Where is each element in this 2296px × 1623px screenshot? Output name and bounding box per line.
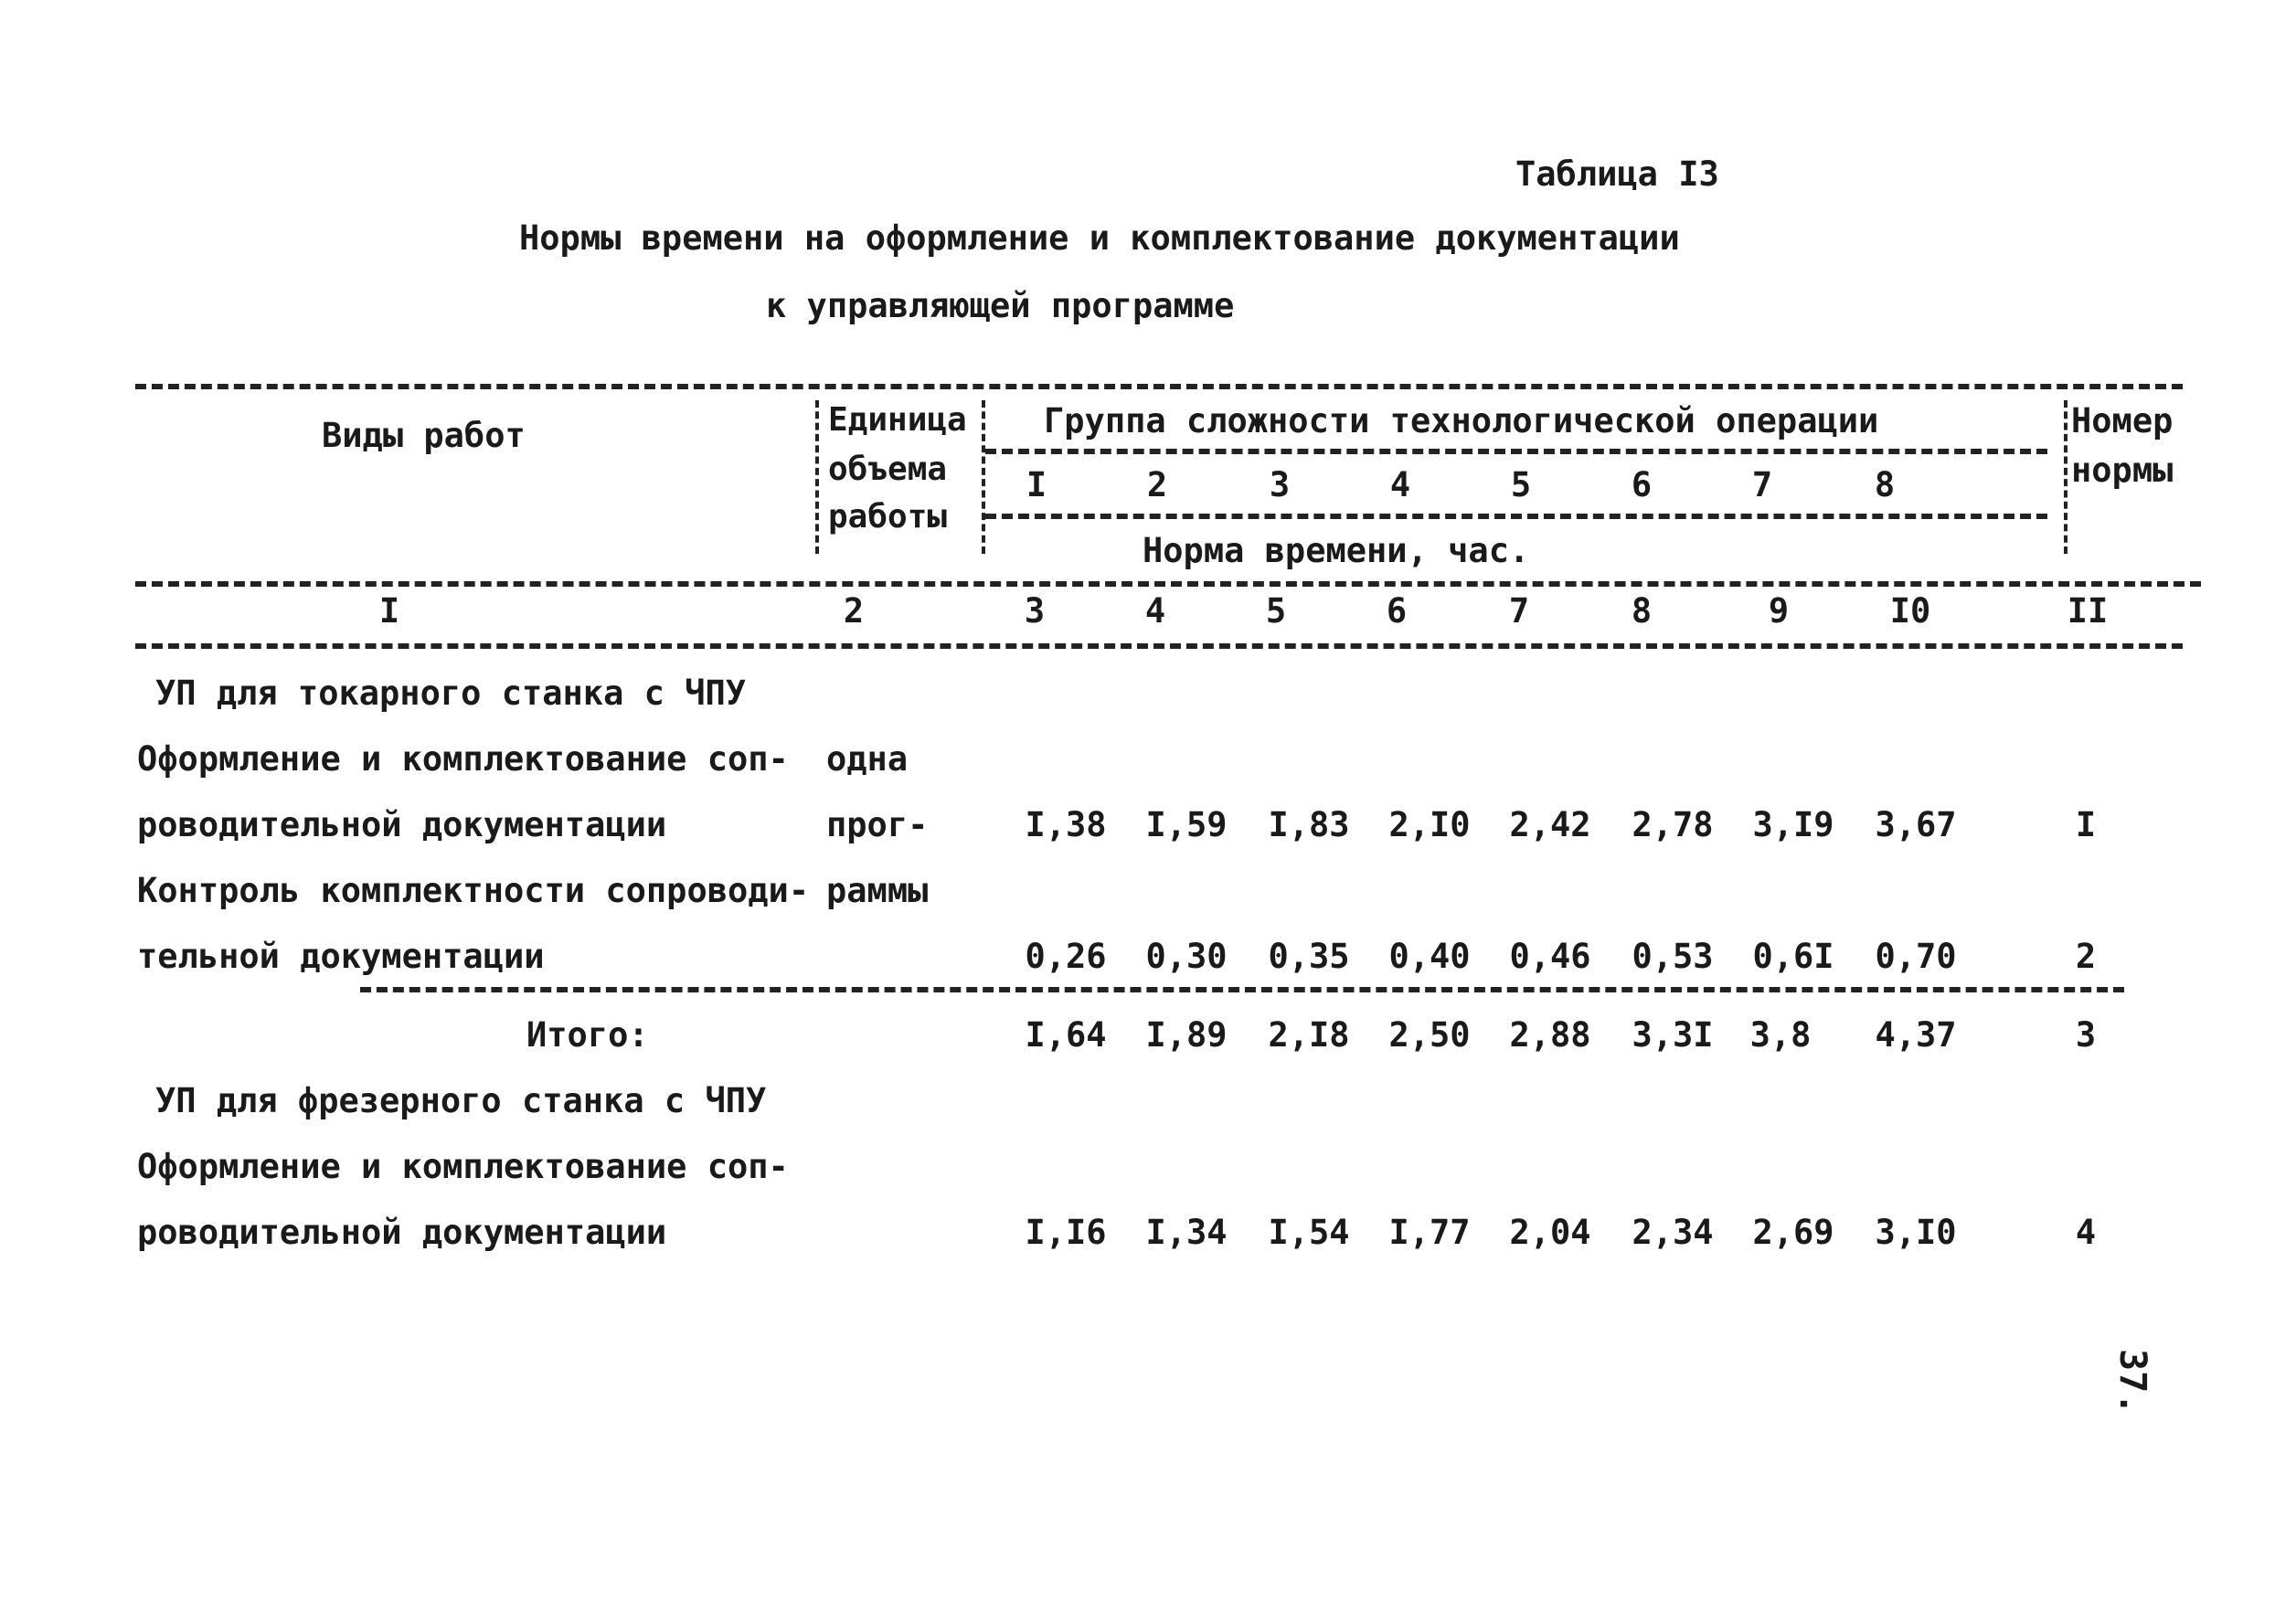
norm-number-cell: I (2075, 805, 2097, 844)
total-cell: I,64 (1025, 1015, 1107, 1055)
page-subtitle: к управляющей программе (766, 286, 1235, 325)
header-group-label: Группа сложности технологической операции (1044, 401, 1879, 440)
column-number: 5 (1265, 591, 1287, 631)
column-number: 8 (1631, 591, 1653, 631)
header-kind-of-work: Виды работ (322, 416, 526, 455)
table-cell: I,I6 (1025, 1213, 1107, 1252)
table-cell: 2,04 (1509, 1213, 1591, 1252)
header-norm-number-line1: Номер (2071, 401, 2174, 440)
table-cell: 0,26 (1025, 937, 1107, 976)
table-cell: 3,I0 (1875, 1213, 1957, 1252)
row-text: тельной документации (137, 937, 545, 976)
table-cell: I,59 (1145, 805, 1228, 844)
table-cell: 0,46 (1509, 937, 1591, 976)
unit-text: раммы (826, 871, 929, 910)
header-unit-line2: объема (828, 451, 948, 488)
group-number: 8 (1874, 465, 1896, 504)
table-label: Таблица I3 (1515, 154, 1719, 194)
column-number: II (2067, 591, 2109, 631)
total-cell: 3,8 (1749, 1015, 1812, 1055)
section-title-milling: УП для фрезерного станка с ЧПУ (155, 1081, 767, 1120)
table-cell: I,34 (1145, 1213, 1228, 1252)
total-cell: I,89 (1145, 1015, 1228, 1055)
row-text: роводительной документации (137, 1213, 667, 1252)
header-separator (815, 400, 819, 554)
header-top-rule (135, 384, 2183, 389)
table-cell: 3,67 (1875, 805, 1957, 844)
table-cell: 0,6I (1752, 937, 1834, 976)
table-cell: 0,35 (1268, 937, 1350, 976)
total-cell: 2,I8 (1268, 1015, 1350, 1055)
column-number: 4 (1144, 591, 1166, 631)
table-cell: 2,34 (1632, 1213, 1714, 1252)
header-norm-time: Норма времени, час. (1143, 531, 1530, 570)
norm-number-cell: 4 (2075, 1213, 2097, 1252)
total-cell: 4,37 (1875, 1015, 1957, 1055)
table-cell: 0,40 (1388, 937, 1471, 976)
header-unit-line3: работы (828, 498, 948, 536)
group-number: 4 (1389, 465, 1411, 504)
table-cell: I,54 (1268, 1213, 1350, 1252)
header-norm-number-line2: нормы (2071, 451, 2174, 490)
norm-number-cell: 2 (2075, 937, 2097, 976)
column-number: 3 (1024, 591, 1046, 631)
column-number: 6 (1386, 591, 1408, 631)
row-text: роводительной документации (137, 805, 667, 844)
table-cell: 2,I0 (1388, 805, 1471, 844)
group-number: 2 (1146, 465, 1168, 504)
group-number: 5 (1510, 465, 1532, 504)
group-number: I (1026, 465, 1047, 504)
table-cell: 2,42 (1509, 805, 1591, 844)
total-label: Итого: (526, 1015, 649, 1055)
table-cell: 3,I9 (1752, 805, 1834, 844)
section-title-lathe: УП для токарного станка с ЧПУ (155, 674, 747, 713)
group-number: 6 (1631, 465, 1653, 504)
table-cell: I,83 (1268, 805, 1350, 844)
norm-divider-rule (985, 514, 2047, 519)
row-text: Оформление и комплектование соп- (137, 1147, 789, 1186)
row-text: Контроль комплектности сопроводи- (137, 871, 810, 910)
column-number: 7 (1508, 591, 1530, 631)
column-number: I0 (1889, 591, 1931, 631)
table-cell: 2,69 (1752, 1213, 1834, 1252)
header-separator (2064, 400, 2067, 554)
table-cell: 0,70 (1875, 937, 1957, 976)
column-number: 9 (1768, 591, 1790, 631)
column-number: I (378, 591, 400, 631)
page-number: 37. (2111, 1349, 2153, 1416)
table-cell: 2,78 (1632, 805, 1714, 844)
header-separator (982, 400, 985, 554)
header-bottom-rule (135, 581, 2201, 587)
group-divider-rule (985, 449, 2047, 454)
unit-text: одна (826, 739, 909, 779)
group-number: 7 (1751, 465, 1773, 504)
table-cell: I,38 (1025, 805, 1107, 844)
row-text: Оформление и комплектование соп- (137, 739, 789, 779)
unit-text: прог- (826, 805, 929, 844)
table-cell: I,77 (1388, 1213, 1471, 1252)
total-cell: 2,88 (1509, 1015, 1591, 1055)
total-rule (360, 987, 2124, 992)
table-cell: 0,30 (1145, 937, 1228, 976)
column-number: 2 (843, 591, 865, 631)
total-cell: 2,50 (1388, 1015, 1471, 1055)
page-title: Нормы времени на оформление и комплектование документации (519, 218, 1680, 258)
header-unit-line1: Единица (828, 401, 967, 439)
table-cell: 0,53 (1632, 937, 1714, 976)
norm-number-cell: 3 (2075, 1015, 2097, 1055)
group-number: 3 (1269, 465, 1291, 504)
total-cell: 3,3I (1632, 1015, 1714, 1055)
colnum-bottom-rule (135, 643, 2183, 649)
